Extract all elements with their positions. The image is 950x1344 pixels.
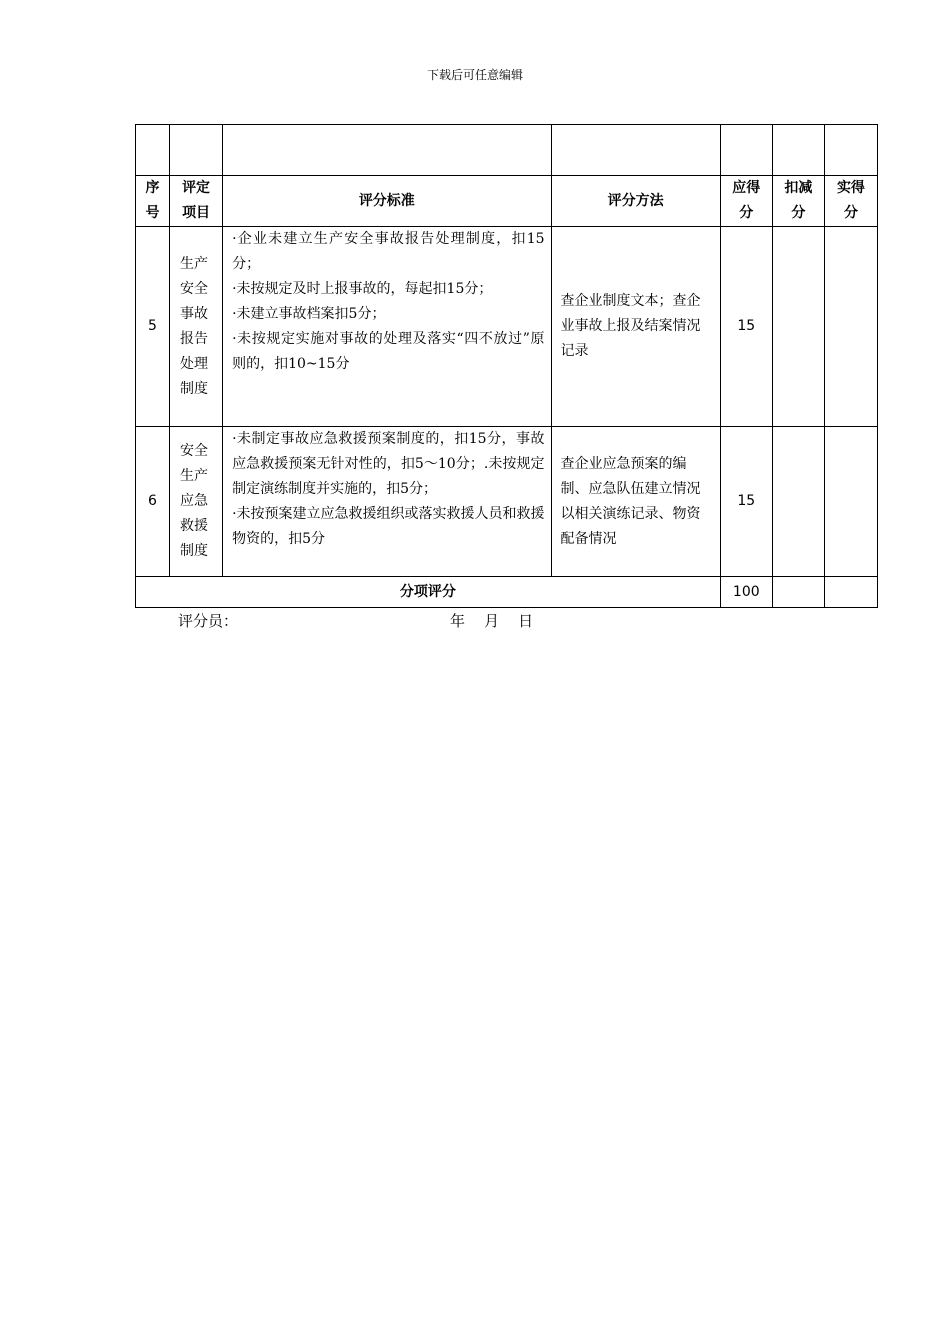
header-actual-score: 实得分 bbox=[824, 176, 877, 227]
table-row bbox=[136, 227, 878, 427]
blank-cell bbox=[772, 125, 824, 176]
blank-cell bbox=[136, 125, 170, 176]
blank-row bbox=[136, 125, 878, 176]
header-method: 评分方法 bbox=[551, 176, 720, 227]
header-should-score: 应得分 bbox=[720, 176, 772, 227]
summary-row bbox=[136, 577, 878, 608]
row-no: 6 bbox=[136, 427, 170, 577]
standard-line: ·企业未建立生产安全事故报告处理制度，扣15分； bbox=[232, 231, 545, 272]
row-actual-score bbox=[824, 427, 877, 577]
rater-label: 评分员： bbox=[178, 612, 239, 630]
header-deduct-score: 扣减分 bbox=[772, 176, 824, 227]
row-should-score: 15 bbox=[720, 427, 772, 577]
row-deduct-score bbox=[772, 427, 824, 577]
summary-should-score: 100 bbox=[720, 577, 772, 608]
header-row bbox=[136, 176, 878, 227]
row-no: 5 bbox=[136, 227, 170, 427]
row-method: 查企业应急预案的编制、应急队伍建立情况以相关演练记录、物资配备情况 bbox=[551, 427, 720, 577]
header-no: 序号 bbox=[136, 176, 170, 227]
standard-line: ·未按预案建立应急救援组织或落实救援人员和救援物资的，扣5分 bbox=[232, 506, 545, 547]
blank-cell bbox=[551, 125, 720, 176]
row-actual-score bbox=[824, 227, 877, 427]
standard-line: ·未按规定及时上报事故的，每起扣15分； bbox=[232, 281, 493, 297]
standard-line: ·未制定事故应急救援预案制度的，扣15分，事故应急救援预案无针对性的，扣5～10分；.未按规定制定演练制度并实施的，扣5分； bbox=[232, 431, 545, 497]
standard-line: ·未按规定实施对事故的处理及落实“四不放过”原则的，扣10~15分 bbox=[232, 331, 545, 372]
row-standard bbox=[223, 427, 551, 577]
summary-actual-score bbox=[824, 577, 877, 608]
row-item: 生产安全事故报告处理制度 bbox=[170, 227, 223, 427]
signature-footer bbox=[178, 610, 534, 631]
blank-cell bbox=[223, 125, 551, 176]
header-note: 下载后可任意编辑 bbox=[426, 68, 523, 82]
header-standard: 评分标准 bbox=[223, 176, 551, 227]
scoring-table bbox=[135, 124, 878, 608]
row-standard bbox=[223, 227, 551, 427]
summary-deduct-score bbox=[772, 577, 824, 608]
standard-line: ·未建立事故档案扣5分； bbox=[232, 306, 386, 322]
row-item: 安全生产应急救援制度 bbox=[170, 427, 223, 577]
header-item: 评定项目 bbox=[170, 176, 223, 227]
blank-cell bbox=[720, 125, 772, 176]
summary-label: 分项评分 bbox=[136, 577, 721, 608]
row-deduct-score bbox=[772, 227, 824, 427]
blank-cell bbox=[170, 125, 223, 176]
table-row bbox=[136, 427, 878, 577]
row-should-score: 15 bbox=[720, 227, 772, 427]
row-method: 查企业制度文本；查企业事故上报及结案情况记录 bbox=[551, 227, 720, 427]
date-label: 年 月 日 bbox=[450, 612, 534, 630]
blank-cell bbox=[824, 125, 877, 176]
